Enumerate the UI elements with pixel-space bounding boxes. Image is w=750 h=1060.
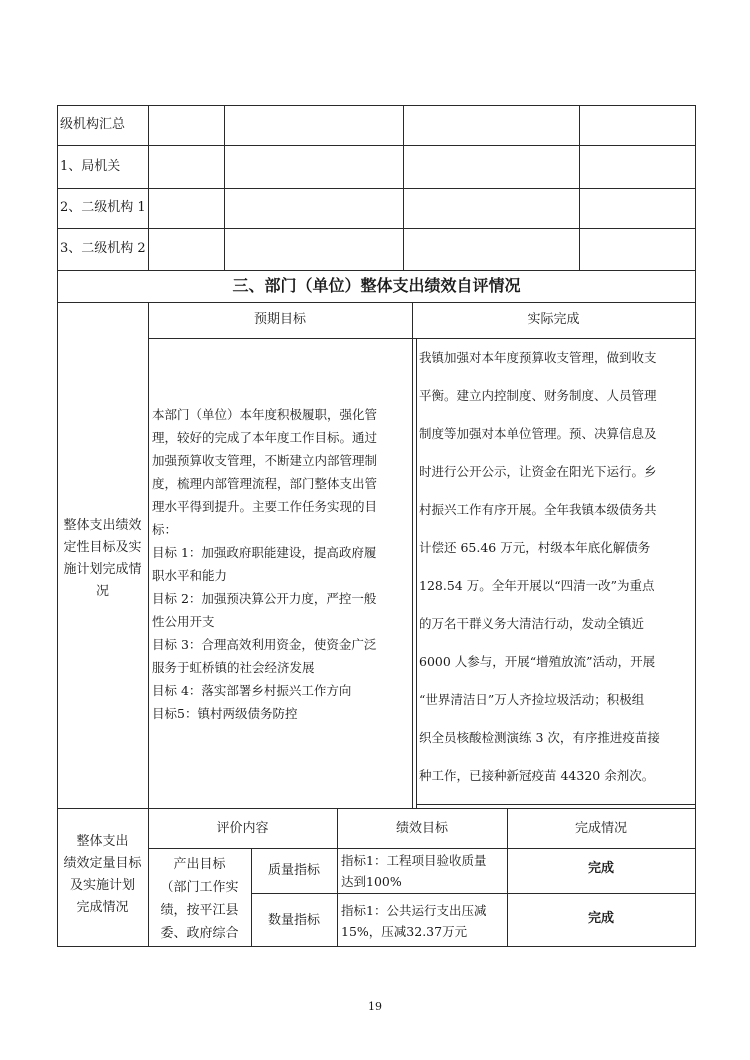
text-line: 平衡。建立内控制度、财务制度、人员管理 <box>419 388 657 403</box>
text-line: 目标 2：加强预决算公开力度，严控一般 <box>152 591 377 606</box>
qual-row-label-line: 整体支出绩效 <box>63 518 142 533</box>
quant-col-target: 绩效目标 <box>395 821 448 836</box>
text-line: 织全员核酸检测演练 3 次，有序推进疫苗接 <box>419 730 660 745</box>
status-quantity: 完成 <box>587 911 614 926</box>
text-line: 时进行公开公示，让资金在阳光下运行。乡 <box>419 464 657 479</box>
indicator-quality: 质量指标 <box>267 863 320 878</box>
text-line: 制度等加强对本单位管理。预、决算信息及 <box>419 426 657 441</box>
actual-completion-text <box>419 348 693 788</box>
target-line: 指标1：工程项目验收质量 <box>341 853 487 868</box>
qual-row-label-line: 况 <box>95 584 109 599</box>
text-line: 计偿还 65.46 万元，村级本年底化解债务 <box>419 540 651 555</box>
target-quantity <box>341 901 506 941</box>
row-label-bureau: 1、局机关 <box>60 159 121 174</box>
output-label-line: 绩，按平江县 <box>160 903 239 918</box>
text-line: 理水平得到提升。主要工作任务实现的目 <box>152 499 378 514</box>
qual-row-label-line: 施计划完成情 <box>63 562 142 577</box>
expected-targets-text <box>152 405 410 745</box>
row-label-sub-org-2: 3、二级机构 2 <box>60 241 146 256</box>
section-title: 三、部门（单位）整体支出绩效自评情况 <box>232 276 521 295</box>
text-line: 职水平和能力 <box>152 568 228 583</box>
quant-row-label-line: 及实施计划 <box>69 878 135 893</box>
qual-row-label <box>57 514 148 614</box>
text-line: 度，梳理内部管理流程，部门整体支出管 <box>152 476 378 491</box>
text-line: 加强预算收支管理，不断建立内部管理制 <box>152 453 378 468</box>
text-line: 的万名干群义务大清洁行动，发动全镇近 <box>419 616 645 631</box>
output-label-line: （部门工作实 <box>160 880 239 895</box>
page-number: 19 <box>368 1000 382 1013</box>
text-line: 村振兴工作有序开展。全年我镇本级债务共 <box>419 502 657 517</box>
text-line: 6000 人参与，开展“增殖放流”活动，开展 <box>419 654 656 669</box>
text-line: “世界清洁日”万人齐捡垃圾活动；积极组 <box>419 692 645 707</box>
indicator-quantity: 数量指标 <box>267 913 320 928</box>
text-line: 理，较好的完成了本年度工作目标。通过 <box>152 430 378 445</box>
text-line: 性公用开支 <box>152 614 215 629</box>
text-line: 128.54 万。全年开展以“四清一改”为重点 <box>419 578 655 593</box>
output-target-label <box>148 853 251 945</box>
text-line: 标： <box>152 522 178 537</box>
quant-row-label-line: 完成情况 <box>76 900 129 915</box>
text-line: 服务于虹桥镇的社会经济发展 <box>152 660 315 675</box>
qual-row-label-line: 定性目标及实 <box>63 540 142 555</box>
target-line: 达到100% <box>341 874 402 889</box>
text-line: 目标 4：落实部署乡村振兴工作方向 <box>152 683 352 698</box>
row-label-summary: 级机构汇总 <box>60 117 126 132</box>
text-line: 种工作，已接种新冠疫苗 44320 余剂次。 <box>419 768 655 783</box>
text-line: 本部门（单位）本年度积极履职，强化管 <box>152 407 378 422</box>
quant-row-label-line: 整体支出 <box>76 834 129 849</box>
target-line: 指标1：公共运行支出压减 <box>341 903 487 918</box>
qual-col-actual: 实际完成 <box>527 312 580 327</box>
text-line: 目标 1：加强政府职能建设，提高政府履 <box>152 545 377 560</box>
qual-col-expected: 预期目标 <box>253 312 306 327</box>
target-quality <box>341 851 506 891</box>
quant-row-label <box>57 830 148 930</box>
output-label-line: 委、政府综合 <box>160 926 239 941</box>
text-line: 目标 3：合理高效利用资金，使资金广泛 <box>152 637 377 652</box>
output-label-line: 产出目标 <box>173 857 226 872</box>
text-line: 目标5：镇村两级债务防控 <box>152 706 298 721</box>
status-quality: 完成 <box>587 861 614 876</box>
target-line: 15%，压减32.37万元 <box>341 924 468 939</box>
quant-col-eval: 评价内容 <box>216 821 269 836</box>
text-line: 我镇加强对本年度预算收支管理，做到收支 <box>419 350 657 365</box>
quant-col-status: 完成情况 <box>574 821 627 836</box>
quant-row-label-line: 绩效定量目标 <box>63 856 142 871</box>
row-label-sub-org-1: 2、二级机构 1 <box>60 200 146 215</box>
